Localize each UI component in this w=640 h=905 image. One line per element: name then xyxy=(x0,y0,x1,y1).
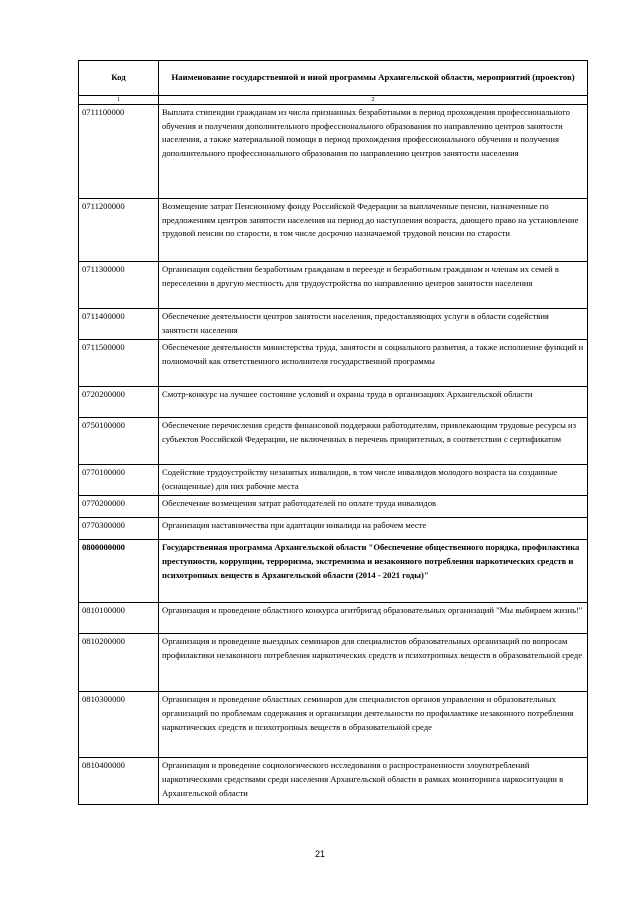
column-number-1: 1 xyxy=(79,96,159,105)
row-name: Организация и проведение социологического исследования о распространенности злоупотреблений наркотическими средствами среди населения Архангельской области в рамках мониторинга наркоситуации в Архангельской области xyxy=(159,758,588,805)
table-row xyxy=(79,418,588,465)
row-code: 0750100000 xyxy=(79,418,159,465)
row-name: Содействие трудоустройству незанятых инвалидов, в том числе инвалидов молодого возраста на созданные (оснащенные) для них рабочие места xyxy=(159,465,588,496)
header-name: Наименование государственной и иной программы Архангельской области, мероприятий (проектов) xyxy=(159,61,588,96)
row-code: 0810200000 xyxy=(79,634,159,692)
row-name: Государственная программа Архангельской области "Обеспечение общественного порядка, профилактика преступности, коррупции, терроризма, экстремизма и незаконного потребления наркотических средств и психотропных веществ в Архангельской области (2014 - 2021 годы)" xyxy=(159,540,588,603)
row-code: 0720200000 xyxy=(79,387,159,418)
row-code: 0770300000 xyxy=(79,518,159,540)
row-code: 0770100000 xyxy=(79,465,159,496)
row-name: Организация наставничества при адаптации инвалида на рабочем месте xyxy=(159,518,588,540)
table-row xyxy=(79,518,588,540)
row-name: Смотр-конкурс на лучшее состояние условий и охраны труда в организациях Архангельской области xyxy=(159,387,588,418)
row-name: Обеспечение деятельности центров занятости населения, предоставляющих услуги в области содействия занятости населения xyxy=(159,309,588,340)
row-code: 0711100000 xyxy=(79,105,159,199)
table-row xyxy=(79,465,588,496)
page-number: 21 xyxy=(314,849,325,859)
table-row xyxy=(79,309,588,340)
row-name: Обеспечение возмещения затрат работодателей по оплате труда инвалидов xyxy=(159,496,588,518)
table-header-row xyxy=(79,61,588,96)
budget-classification-table xyxy=(78,60,588,805)
table-row xyxy=(79,387,588,418)
row-code: 0810100000 xyxy=(79,603,159,634)
table-row xyxy=(79,692,588,758)
table-row xyxy=(79,340,588,387)
row-code: 0711400000 xyxy=(79,309,159,340)
table-row xyxy=(79,105,588,199)
table-row xyxy=(79,496,588,518)
row-code: 0711300000 xyxy=(79,262,159,309)
column-number-2: 2 xyxy=(159,96,588,105)
row-code: 0810400000 xyxy=(79,758,159,805)
table-row xyxy=(79,758,588,805)
row-name: Возмещение затрат Пенсионному фонду Российской Федерации за выплаченные пенсии, назначенные по предложениям центров занятости населения на период до наступления возраста, дающего право на установление трудовой пенсии по старости, в том числе досрочно назначаемой трудовой пенсии по старости xyxy=(159,199,588,262)
table-row xyxy=(79,603,588,634)
header-code: Код xyxy=(79,61,159,96)
row-name: Организация и проведение областного конкурса агитбригад образовательных организаций "Мы выбираем жизнь!" xyxy=(159,603,588,634)
table-row xyxy=(79,199,588,262)
row-code: 0711500000 xyxy=(79,340,159,387)
table-row xyxy=(79,262,588,309)
row-code: 0770200000 xyxy=(79,496,159,518)
row-name: Организация и проведение областных семинаров для специалистов органов управления и образовательных организаций по проблемам содержания и организации деятельности по профилактике незаконного потребления наркотических средств и психотропных веществ в образовательной среде xyxy=(159,692,588,758)
row-name: Обеспечение перечисления средств финансовой поддержки работодателям, привлекающим трудовые ресурсы из субъектов Российской Федерации, не включенных в перечень приоритетных, в соответствии с сертификатом xyxy=(159,418,588,465)
row-name: Организация и проведение выездных семинаров для специалистов образовательных организаций по вопросам профилактики незаконного потребления наркотических средств и психотропных веществ в образовательной среде xyxy=(159,634,588,692)
row-name: Выплата стипендии гражданам из числа признанных безработными в период прохождения профессионального обучения и получения дополнительного профессионального образования по направлению центров занятости населения, а также материальной помощи в период прохождения профессионального обучения и получения дополнительного профессионального образования по направлению центров занятости населения xyxy=(159,105,588,199)
row-code: 0711200000 xyxy=(79,199,159,262)
row-code: 0800000000 xyxy=(79,540,159,603)
column-number-row xyxy=(79,96,588,105)
table-row xyxy=(79,634,588,692)
row-name: Обеспечение деятельности министерства труда, занятости и социального развития, а также исполнение функций и полномочий как ответственного исполнителя государственной программы xyxy=(159,340,588,387)
row-code: 0810300000 xyxy=(79,692,159,758)
row-name: Организация содействия безработным гражданам в переезде и безработным гражданам и членам их семей в переселении в другую местность для трудоустройства по направлению центров занятости населения xyxy=(159,262,588,309)
table-row xyxy=(79,540,588,603)
